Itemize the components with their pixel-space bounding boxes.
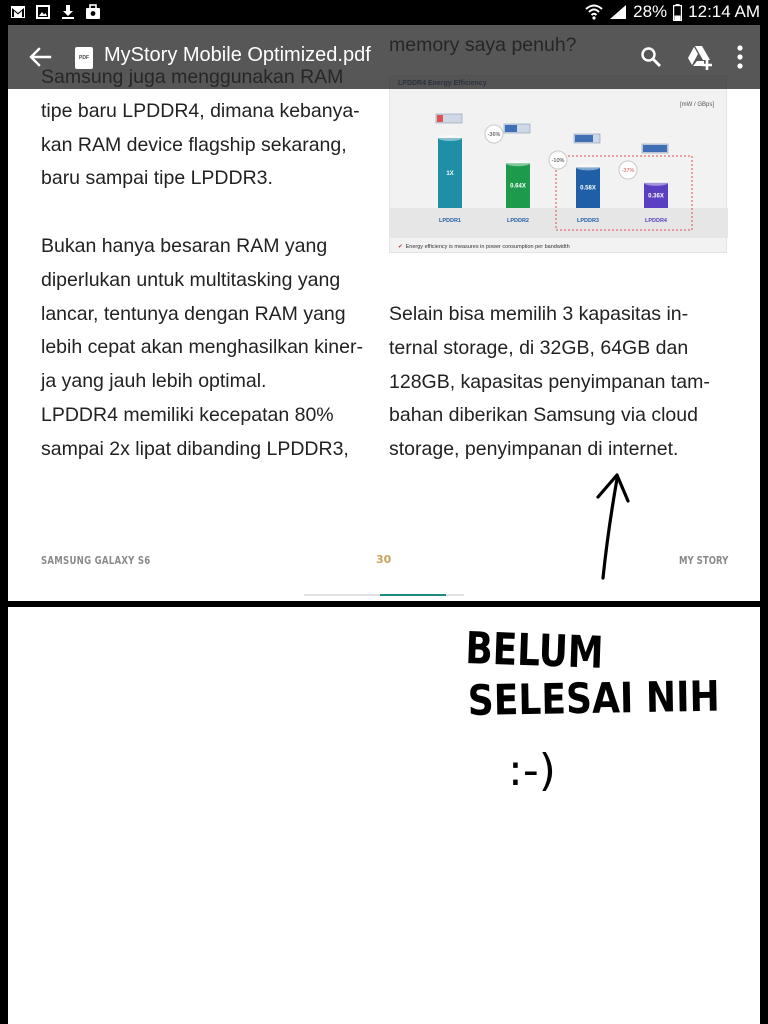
left-column-line: tipe baru LPDDR4, dimana kebanya- — [41, 99, 360, 122]
pdf-badge: PDF — [79, 55, 89, 61]
pdf-page[interactable] — [8, 25, 760, 601]
app-toolbar — [8, 25, 760, 89]
handwriting-line-2: SELESAI NIH — [467, 670, 762, 725]
page-right-paragraph — [389, 298, 739, 467]
battery-level-fill — [643, 145, 667, 152]
right-column-line: storage, penyimpanan di internet. — [389, 438, 679, 461]
battery-level-fill — [575, 135, 593, 142]
handwriting-smiley: :-) — [508, 745, 556, 796]
left-column-line: kan RAM device flagship sekarang, — [41, 133, 347, 156]
left-column-line: diperlukan untuk multitasking yang — [41, 268, 341, 291]
bar-value-label: 0.58X — [580, 185, 596, 192]
figure-unit: [mW / GBps] — [679, 102, 714, 108]
bar-top — [576, 164, 600, 170]
page-number: 30 — [376, 553, 392, 566]
battery-level-fill — [505, 125, 517, 132]
pdf-viewer[interactable] — [0, 25, 768, 1024]
bar-value-label: 1X — [446, 171, 454, 177]
right-column-line: Selain bisa memilih 3 kapasitas in- — [389, 303, 689, 325]
page-left-column — [41, 61, 381, 467]
pdf-file-icon — [75, 47, 93, 69]
right-column-line: 128GB, kapasitas penyimpanan tam- — [389, 370, 710, 393]
reduction-label: -36% — [487, 132, 501, 138]
signal-icon — [609, 4, 627, 20]
left-column-line: LPDDR4 memiliki kecepatan 80% — [41, 403, 334, 426]
document-title: MyStory Mobile Optimized.pdf — [104, 44, 371, 66]
back-arrow-icon[interactable] — [26, 43, 54, 71]
gmail-icon — [10, 4, 26, 20]
bar-value-label: 0.64X — [510, 183, 526, 190]
search-icon[interactable] — [639, 45, 663, 69]
more-vert-icon[interactable] — [732, 44, 748, 70]
left-column-line: Bukan hanya besaran RAM yang — [41, 234, 328, 257]
checkmark-icon: ✔ — [398, 244, 403, 250]
reduction-label: -10% — [551, 158, 565, 164]
right-column-line: bahan diberikan Samsung via cloud — [389, 404, 698, 427]
right-column-line: ternal storage, di 32GB, 64GB dan — [389, 336, 689, 359]
bar-top — [506, 160, 530, 166]
page-scroll-thumb — [380, 594, 446, 596]
footer-title: MY STORY — [678, 554, 728, 567]
reduction-label: -37% — [621, 168, 635, 174]
clock: 12:14 AM — [688, 2, 760, 21]
left-column-line: lebih cepat akan menghasilkan kiner- — [41, 336, 363, 359]
bar-category-label: LPDDR1 — [438, 218, 462, 224]
briefcase-icon — [85, 4, 101, 20]
bar-value-label: 0.36X — [648, 193, 664, 200]
left-column-line: lancar, tentunya dengan RAM yang — [41, 302, 346, 325]
bar-category-label: LPDDR2 — [506, 218, 530, 224]
left-column-line: baru sampai tipe LPDDR3. — [41, 167, 273, 190]
status-bar — [0, 0, 768, 25]
left-column-line — [41, 196, 381, 230]
page-scroll-indicator — [304, 594, 464, 596]
energy-efficiency-figure — [389, 75, 727, 253]
bar-category-label: LPDDR3 — [576, 218, 600, 224]
pdf-next-page[interactable] — [8, 607, 760, 1024]
gallery-icon — [35, 4, 51, 20]
left-column-line: ja yang jauh lebih optimal. — [41, 370, 267, 393]
wifi-icon — [585, 4, 603, 20]
figure-note-text: Energy efficiency is measures in power consumption per bandwidth — [405, 244, 570, 250]
bar-lpddr1 — [436, 114, 462, 224]
battery-percent: 28% — [633, 2, 668, 21]
footer-brand: SAMSUNG GALAXY S6 — [41, 554, 151, 567]
battery-icon — [673, 4, 682, 21]
handwriting-line-1: BELUM — [464, 623, 636, 680]
battery-level-fill — [437, 115, 443, 122]
drive-add-icon[interactable] — [687, 44, 713, 70]
figure-note — [398, 244, 570, 250]
left-column-line: sampai 2x lipat dibanding LPDDR3, — [41, 437, 349, 460]
figure-graphic — [390, 76, 728, 254]
bar-top — [438, 135, 462, 141]
bar-category-label: LPDDR4 — [644, 218, 668, 224]
bar-top — [644, 180, 668, 186]
download-icon — [60, 4, 76, 20]
